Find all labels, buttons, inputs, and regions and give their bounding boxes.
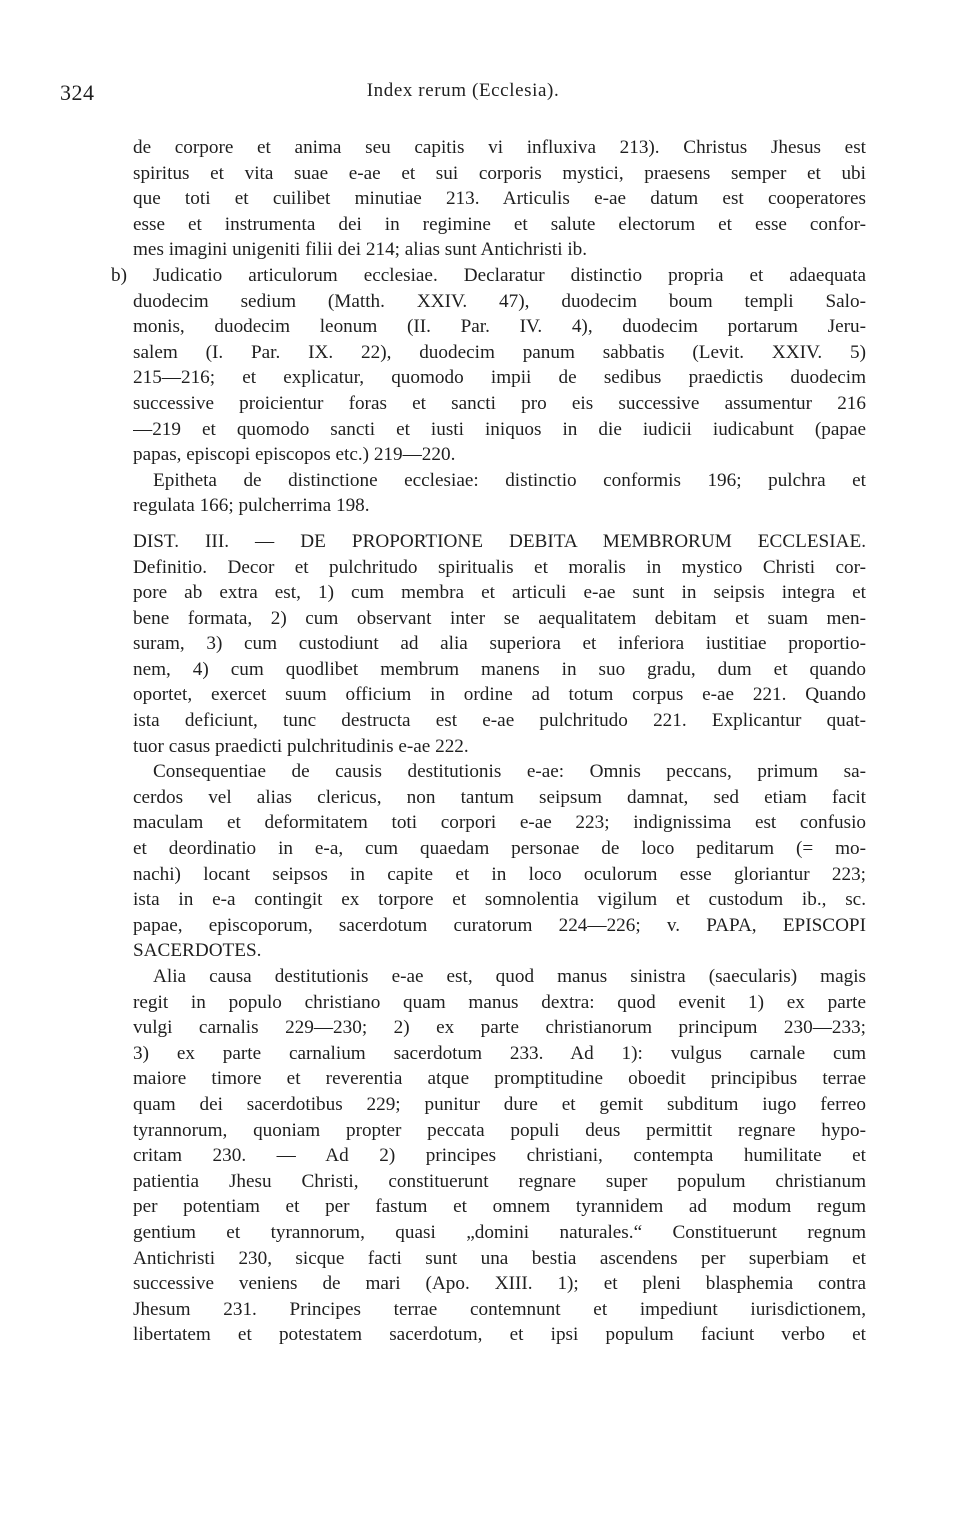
text-line: Antichristi 230, sicque facti sunt una bestia ascendens per superbiam et [133, 1247, 866, 1269]
text-line: maculam et deformitatem toti corpori e-ae 223; indignissima est confusio [133, 812, 866, 834]
text-line: b) Judicatio articulorum ecclesiae. Declaratur distinctio propria et adaequata [111, 264, 866, 286]
text-line: spiritus et vita suae e-ae et sui corporis mystici, praesens semper et ubi [133, 162, 866, 184]
text-line: Epitheta de distinctione ecclesiae: distinctio conformis 196; pulchra et [153, 469, 866, 491]
text-line: 215—216; et explicatur, quomodo impii de sedibus praedictis duodecim [133, 367, 866, 389]
text-line: pore ab extra est, 1) cum membra et articuli e-ae sunt in seipsis integra et [133, 582, 866, 604]
text-line: libertatem et potestatem sacerdotum, et ipsi populum faciunt verbo et [133, 1324, 866, 1346]
text-line: que toti et cuilibet minutiae 213. Articulis e-ae datum est cooperatores [133, 188, 866, 210]
text-line: suram, 3) cum custodiunt ad alia superiora et inferiora iustitiae proportio- [133, 633, 866, 655]
text-line: mes imagini unigeniti filii dei 214; alias sunt Antichristi ib. [133, 239, 588, 261]
text-line: ista in e-a contingit ex torpore et somnolentia vigilum et custodum ib., sc. [133, 889, 866, 911]
text-line: SACERDOTES. [133, 940, 262, 962]
text-line: nem, 4) cum quodlibet membrum manens in suo gradu, dum et quando [133, 658, 866, 680]
text-line: 3) ex parte carnalium sacerdotum 233. Ad 1): vulgus carnale cum [133, 1042, 866, 1064]
text-line: duodecim sedium (Matth. XXIV. 47), duodecim boum templi Salo- [133, 290, 866, 312]
text-line: vulgi carnalis 229—230; 2) ex parte christianorum principum 230—233; [133, 1017, 866, 1039]
text-line: regit in populo christiano quam manus dextra: quod evenit 1) ex parte [133, 991, 866, 1013]
text-line: patientia Jhesu Christi, constituerunt regnare super populum christianum [133, 1170, 866, 1192]
text-line: successive proicientur foras et sancti pro eis successive assumentur 216 [133, 392, 866, 414]
text-line: oportet, exercet suum officium in ordine ad totum corpus e-ae 221. Quando [133, 684, 866, 706]
text-line: successive veniens de mari (Apo. XIII. 1); et pleni blasphemia contra [133, 1273, 866, 1295]
text-line: Consequentiae de causis destitutionis e-ae: Omnis peccans, primum sa- [153, 761, 866, 783]
text-line: de corpore et anima seu capitis vi influxiva 213). Christus Jhesus est [133, 137, 866, 158]
text-line: papas, episcopi episcopos etc.) 219—220. [133, 444, 456, 466]
text-line: —219 et quomodo sancti et iusti iniquos in die iudicii iudicabunt (papae [133, 418, 866, 440]
text-line: maiore timore et reverentia atque promptitudine oboedit principibus terrae [133, 1068, 866, 1090]
text-body [111, 135, 866, 1348]
text-line: et deordinatio in e-a, cum quaedam personae de loco peditarum (= mo- [133, 838, 866, 860]
text-line: cerdos vel alias clericus, non tantum seipsum damnat, sed etiam facit [133, 786, 866, 808]
text-line: regulata 166; pulcherrima 198. [133, 495, 370, 517]
text-line: esse et instrumenta dei in regimine et salute electorum et esse confor- [133, 213, 866, 235]
text-line: gentium et tyrannorum, quasi „domini naturales.“ Constituerunt regnum [133, 1221, 866, 1243]
text-line: salem (I. Par. IX. 22), duodecim panum sabbatis (Levit. XXIV. 5) [133, 341, 866, 363]
text-line: tuor casus praedicti pulchritudinis e-ae 222. [133, 735, 469, 757]
section-heading: DIST. III. — DE PROPORTIONE DEBITA MEMBRORUM ECCLESIAE. [133, 530, 866, 552]
text-line: tyrannorum, quoniam propter peccata populi deus permittit regnare hypo- [133, 1119, 866, 1141]
text-line: critam 230. — Ad 2) principes christiani, contempta humilitate et [133, 1145, 866, 1167]
text-line: Alia causa destitutionis e-ae est, quod manus sinistra (saecularis) magis [153, 966, 866, 987]
text-line: per potentiam et per fastum et omnem tyrannidem ad modum regum [133, 1196, 866, 1218]
page-header [60, 80, 866, 110]
text-line: bene formata, 2) cum observant inter se aequalitatem debitam et suam men- [133, 607, 866, 629]
page-number: 324 [60, 80, 95, 105]
running-title: Index rerum (Ecclesia). [366, 80, 560, 101]
text-line: Jhesum 231. Principes terrae contemnunt et impediunt iurisdictionem, [133, 1298, 866, 1320]
text-line: quam dei sacerdotibus 229; punitur dure et gemit subditum iugo ferreo [133, 1093, 866, 1115]
text-line: nachi) locant seipsos in capite et in loco oculorum esse gloriantur 223; [133, 863, 866, 885]
text-line: ista deficiunt, tunc destructa est e-ae pulchritudo 221. Explicantur quat- [133, 710, 866, 732]
text-line: Definitio. Decor et pulchritudo spiritualis et moralis in mystico Christi cor- [133, 556, 866, 578]
text-line: papae, episcoporum, sacerdotum curatorum 224—226; v. PAPA, EPISCOPI [133, 914, 866, 936]
text-line: monis, duodecim leonum (II. Par. IV. 4), duodecim portarum Jeru- [133, 316, 866, 338]
